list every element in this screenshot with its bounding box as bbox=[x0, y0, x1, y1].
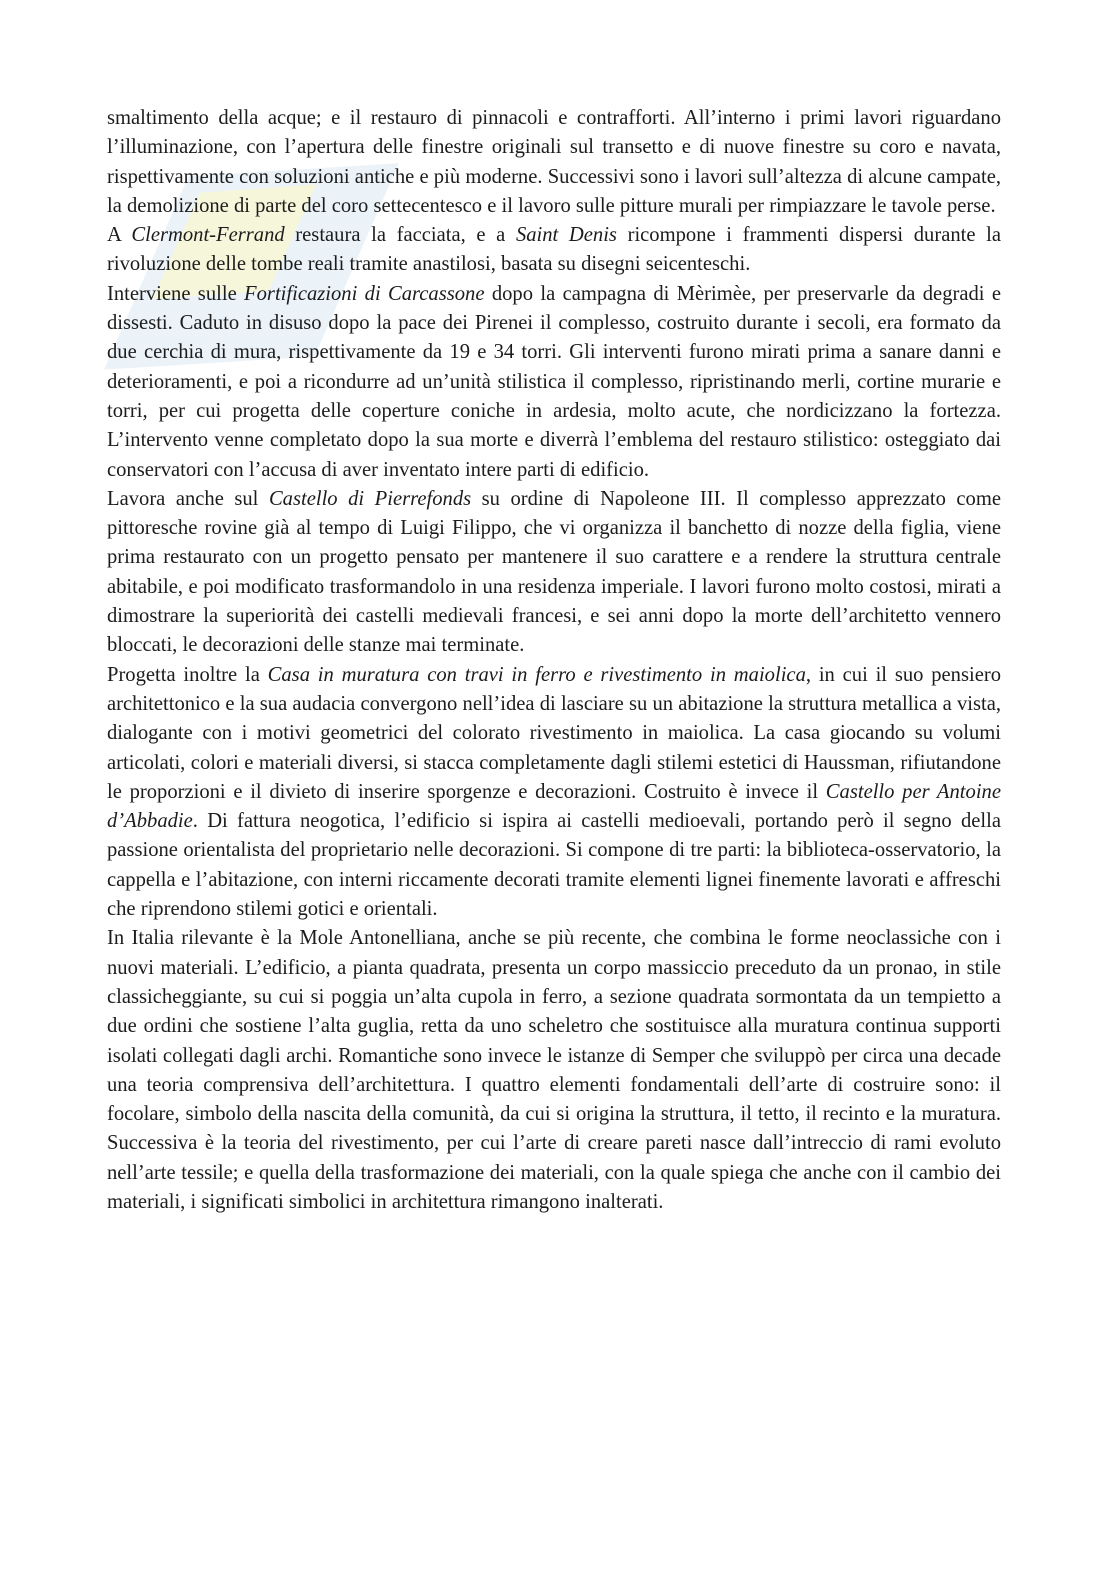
body-text: , in cui il suo pensiero architettonico e la sua audacia convergono nell’idea di lasciare su un abitazione la struttura metallica a vista, dialogante con i motivi geometrici del colorato rivestimento in maiolica. La casa giocando su volumi articolati, colori e materiali diversi, si stacca completamente dagli stilemi estetici di Haussman, rifiutandone le proporzioni e il divieto di inserire sporgenze e decorazioni. Costruito è invece il bbox=[107, 663, 1001, 803]
body-text: su ordine di Napoleone III. Il complesso apprezzato come pittoresche rovine già al tempo di Luigi Filippo, che vi organizza il banchetto di nozze della figlia, viene prima restaurato con un progetto pensato per mantenere il suo carattere e a rendere la struttura centrale abitabile, e poi modificato trasformandolo in una residenza imperiale. I lavori furono molto costosi, mirati a dimostrare la superiorità dei castelli medievali francesi, e sei anni dopo la morte dell’architetto vennero bloccati, le decorazioni delle stanze mai terminate. bbox=[107, 487, 1001, 657]
paragraph-4 bbox=[107, 485, 1001, 661]
paragraph-1 bbox=[107, 104, 1001, 221]
body-text: restaura la facciata, e a bbox=[284, 224, 516, 247]
paragraph-5 bbox=[107, 661, 1001, 925]
body-text: In Italia rilevante è la Mole Antonelliana, anche se più recente, che combina le forme neoclassiche con i nuovi materiali. L’edificio, a pianta quadrata, presenta un corpo massiccio preceduto da un pronao, in stile classicheggiante, su cui si poggia un’alta cupola in ferro, a sezione quadrata sormontata da un tempietto a due ordini che sostiene l’alta guglia, retta da uno scheletro che sostituisce alla muratura continua supporti isolati collegati dagli archi. Romantiche sono invece le istanze di Semper che sviluppò per circa una decade una teoria comprensiva dell’architettura. I quattro elementi fondamentali dell’arte di costruire sono: il focolare, simbolo della nascita della comunità, da cui si origina la struttura, il tetto, il recinto e la muratura. Successiva è la teoria del rivestimento, per cui l’arte di creare pareti nasce dall’intreccio di rami evoluto nell’arte tessile; e quella della trasformazione dei materiali, con la quale spiega che anche con il cambio dei materiali, i significati simbolici in architettura rimangono inalterati. bbox=[107, 927, 1001, 1213]
italic-title-text: Castello di Pierrefonds bbox=[268, 487, 472, 510]
body-text: ricompone i frammenti dispersi durante la rivoluzione delle tombe reali tramite anastilosi, basata su disegni seicenteschi. bbox=[107, 224, 1001, 276]
paragraph-6 bbox=[107, 924, 1001, 1217]
paragraph-2 bbox=[107, 221, 1001, 280]
paragraph-3 bbox=[107, 280, 1001, 485]
body-text: Progetta inoltre la bbox=[107, 663, 268, 686]
body-text: Interviene sulle bbox=[107, 282, 245, 305]
italic-title-text: Fortificazioni di Carcassone bbox=[244, 282, 485, 305]
italic-title-text: Saint Denis bbox=[515, 224, 617, 247]
document-body bbox=[107, 104, 1001, 1217]
body-text: . Di fattura neogotica, l’edificio si ispira ai castelli medioevali, portando però il segno della passione orientalista del proprietario nelle decorazioni. Si compone di tre parti: la biblioteca-osservatorio, la cappella e l’abitazione, con interni riccamente decorati tramite elementi lignei finemente lavorati e affreschi che riprendono stilemi gotici e orientali. bbox=[107, 810, 1001, 921]
body-text: dopo la campagna di Mèrimèe, per preservarle da degradi e dissesti. Caduto in disuso dopo la pace dei Pirenei il complesso, costruito durante i secoli, era formato da due cerchia di mura, rispettivamente da 19 e 34 torri. Gli interventi furono mirati prima a sanare danni e deterioramenti, e poi a ricondurre ad un’unità stilistica il complesso, ripristinando merli, cortine murarie e torri, per cui progetta delle coperture coniche in ardesia, molto acute, che nordicizzano la fortezza. L’intervento venne completato dopo la sua morte e diverrà l’emblema del restauro stilistico: osteggiato dai conservatori con l’accusa di aver inventato intere parti di edificio. bbox=[107, 282, 1001, 481]
italic-title-text: Castello per Antoine d’Abbadie bbox=[107, 780, 1001, 833]
body-text: A bbox=[107, 224, 132, 247]
body-text: smaltimento della acque; e il restauro di pinnacoli e contrafforti. All’interno i primi lavori riguardano l’illuminazione, con l’apertura delle finestre originali sul transetto e di nuove finestre su coro e navata, rispettivamente con soluzioni antiche e più moderne. Successivi sono i lavori sull’altezza di alcune campate, la demolizione di parte del coro settecentesco e il lavoro sulle pitture murali per rimpiazzare le tavole perse. bbox=[107, 107, 1001, 217]
italic-title-text: Clermont-Ferrand bbox=[131, 224, 285, 247]
italic-title-text: Casa in muratura con travi in ferro e rivestimento in maiolica bbox=[267, 663, 806, 686]
body-text: Lavora anche sul bbox=[107, 487, 269, 510]
